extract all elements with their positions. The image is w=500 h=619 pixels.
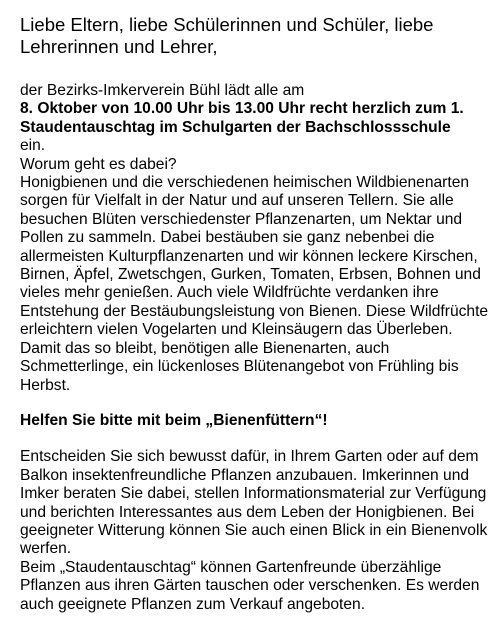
body-line: Beim „Staudentauschtag“ können Gartenfreunde überzählige (20, 558, 442, 576)
invitation-tail: ein. (20, 137, 46, 155)
body-line: Balkon insektenfreundliche Pflanzen anzubauen. Imkerinnen und (20, 466, 470, 484)
body-line: besuchen Blüten verschiedenster Pflanzenarten, um Nektar und (20, 210, 463, 228)
body-line: Schmetterlinge, ein lückenloses Blütenangebot von Frühling bis (20, 358, 459, 376)
invitation-paragraph (20, 82, 496, 395)
body-line: Pflanzen aus ihren Gärten tauschen oder verschenken. Es werden (20, 577, 480, 595)
event-name-location: Staudentauschtag im Schulgarten der Bachschlossschule (20, 118, 451, 136)
body-line: und berichten Interessantes aus dem Leben der Honigbienen. Bei (20, 503, 475, 521)
details-paragraph (20, 448, 496, 614)
body-line: Pollen zu sammeln. Dabei bestäuben sie ganz nebenbei die (20, 229, 435, 247)
body-line: Herbst. (20, 376, 71, 394)
body-line: werfen. (20, 540, 72, 558)
letter-page (20, 14, 496, 614)
invitation-lead: der Bezirks-Imkerverein Bühl lädt alle am (20, 82, 305, 99)
body-line: Imker beraten Sie dabei, stellen Informationsmaterial zur Verfügung (20, 485, 487, 503)
section-question: Worum geht es dabei? (20, 155, 177, 173)
salutation (20, 14, 496, 58)
body-line: auch geeignete Pflanzen zum Verkauf angeboten. (20, 595, 366, 613)
body-line: Damit das so bleibt, benötigen alle Bienenarten, auch (20, 339, 390, 357)
body-line: sorgen für Vielfalt in der Natur und auf unseren Tellern. Sie alle (20, 192, 454, 210)
event-date-time: 8. Oktober von 10.00 Uhr bis 13.00 Uhr recht herzlich zum 1. (20, 100, 464, 118)
salutation-line: Liebe Eltern, liebe Schülerinnen und Schüler, liebe (20, 14, 434, 35)
body-line: vieles mehr genießen. Auch viele Wildfrüchte verdanken ihre (20, 284, 439, 302)
salutation-line: Lehrerinnen und Lehrer, (20, 36, 218, 57)
body-line: Entstehung der Bestäubungsleistung von Bienen. Diese Wildfrüchte (20, 302, 489, 320)
body-line: erleichtern vielen Vogelarten und Kleinsäugern das Überleben. (20, 321, 453, 339)
call-to-action-heading: Helfen Sie bitte mit beim „Bienenfüttern“! (20, 411, 328, 429)
body-line: Birnen, Äpfel, Zwetschgen, Gurken, Tomaten, Erbsen, Bohnen und (20, 266, 481, 284)
body-line: Honigbienen und die verschiedenen heimischen Wildbienenarten (20, 174, 470, 192)
body-line: geeigneter Witterung können Sie auch einen Blick in ein Bienenvolk (20, 521, 488, 539)
body-line: Entscheiden Sie sich bewusst dafür, in Ihrem Garten oder auf dem (20, 448, 479, 466)
body-line: allermeisten Kulturpflanzenarten und wir können leckere Kirschen, (20, 247, 478, 265)
